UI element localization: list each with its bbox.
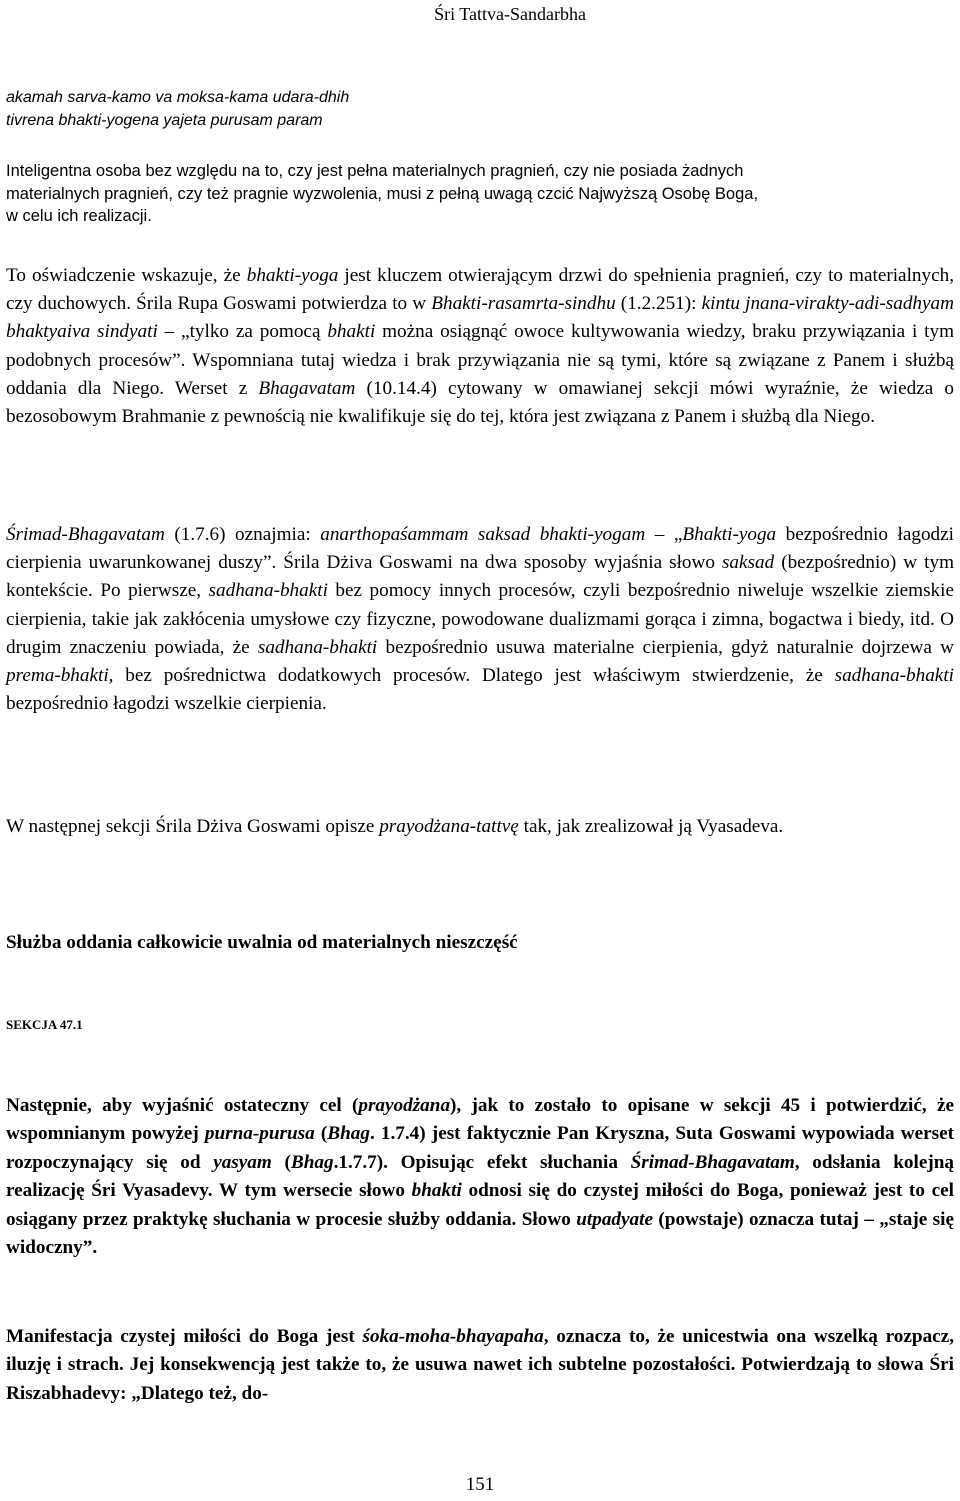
text-run: bezpośrednio łagodzi wszelkie cierpienia. [6,693,327,715]
italic-term: Bhakti-rasamrta-sindhu [431,293,616,315]
italic-term: saksad [721,552,775,574]
italic-term: Bhakti-yoga [682,524,777,545]
text-run: bezpośrednio usuwa materialne cierpienia, gdyż naturalnie dojrzewa w [377,636,955,658]
italic-term: yasyam [213,1151,272,1173]
italic-term: śoka-moha-bhayapaha [362,1326,544,1347]
italic-term: Bhag [290,1151,334,1173]
translation-line: materialnych pragnień, czy też pragnie wyzwolenia, musi z pełną uwagą czcić Najwyższą Osobę Boga, [6,184,759,203]
text-run: , oznacza to, że unicestwia ona wszelką rozpacz, iluzję i strach. Jej konsekwencją jest także to, że usuwa nawet ich subtelne pozostałości. Potwierdzają to słowa Śri Riszabhadevy: „Dlatego też, do- [6,1326,954,1404]
italic-term: prayodżana [358,1095,451,1116]
verse-translation [6,160,954,228]
translation-line: w celu ich realizacji. [6,207,152,225]
text-run: bez pomocy innych procesów, czyli bezpośrednio niweluje wszelkie ziemskie cierpienia, takie jak zakłócenia umysłowe czy fizyczne, powodowane dualizmami gorąca i zimna, bogactwa i biedy, itd. O drugim znaczeniu powiada, że [6,580,954,658]
text-run: bezpośrednio łagodzi cierpienia uwarunkowanej duszy”. Śrila Dżiva Goswami na dwa sposoby wyjaśnia słowo [6,524,954,574]
translation-line: Inteligentna osoba bez względu na to, czy jest pełna materialnych pragnień, czy nie posiada żadnych [6,162,744,180]
italic-term: sadhana-bhakti [208,580,328,602]
text-run: W następnej sekcji Śrila Dżiva Goswami opisze [6,816,380,837]
commentary-paragraph-3 [6,813,954,841]
text-run: (10.14.4) cytowany w omawianej sekcji mówi wyraźnie, że wiedza o bezosobowym Brahmanie z pewnością nie kwalifikuje się do tej, która jest związana z Panem i służbą dla Niego. [6,377,954,428]
italic-term: Bhag [327,1123,370,1145]
italic-term: bhakti [327,321,376,343]
text-run: odnosi się do czystej miłości do Boga, ponieważ jest to cel osiągany przez praktykę słuchania w procesie służby oddania. Słowo [6,1180,954,1230]
italic-term: Śrimad-Bhagavatam [6,524,165,545]
italic-term: Śrimad-Bhagavatam [630,1151,795,1173]
commentary-paragraph-2 [6,521,954,718]
text-run: To oświadczenie wskazuje, że [6,265,247,286]
text-run: .1.7.7). Opisując efekt słuchania [333,1151,631,1173]
running-header: Śri Tattva-Sandarbha [434,4,586,24]
italic-term: prayodżana-tattvę [379,816,519,837]
italic-term: bhakti-yoga [246,265,339,286]
text-run: ( [314,1123,328,1145]
page-number: 151 [465,1474,495,1495]
italic-term: bhakti [411,1180,462,1202]
italic-term: prema-bhakti, [6,665,114,687]
text-run: ), jak to zostało to opisane w sekcji 45 i potwierdzić, że wspomnianym powyżej [6,1095,954,1145]
text-run: – „ [645,524,683,545]
text-run: jest kluczem otwierającym drzwi do spełnienia pragnień, czy to materialnych, czy duchowych. Śrila Rupa Goswami potwierdza to w [6,265,954,315]
text-run: (powstaje) oznacza tutaj – „staje się widoczny”. [6,1208,954,1259]
text-run: ( [271,1151,291,1173]
text-run: Manifestacja czystej miłości do Boga jest [6,1326,363,1347]
section-paragraph-2 [6,1323,954,1408]
text-run: bez pośrednictwa dodatkowych procesów. Dlatego jest właściwym stwierdzenie, że [113,665,835,687]
text-run: (1.7.6) oznajmia: [164,524,321,545]
section-heading: Służba oddania całkowicie uwalnia od materialnych nieszczęść [6,932,518,953]
italic-term: kintu jnana-virakty-adi-sadhyam bhaktyaiva sindyati [6,293,954,343]
text-run: tak, jak zrealizował ją Vyasadeva. [518,816,784,837]
text-run: . 1.7.4) jest faktycznie Pan Kryszna, Suta Goswami wypowiada werset rozpoczynający się od [6,1123,954,1173]
italic-term: purna-purusa [204,1123,315,1145]
text-run: (bezpośrednio) w tym kontekście. Po pierwsze, [6,552,954,602]
text-run: (1.2.251): [615,293,702,315]
italic-term: utpadyate [576,1208,653,1230]
italic-term: Bhagavatam [258,377,356,399]
italic-term: sadhana-bhakti [257,636,378,658]
sanskrit-verse [6,86,954,132]
section-label: SEKCJA 47.1 [6,1017,83,1032]
text-run: Następnie, aby wyjaśnić ostateczny cel ( [6,1095,359,1116]
section-paragraph-1 [6,1092,954,1262]
text-run: – „tylko za pomocą [157,321,328,343]
text-run: można osiągnąć owoce kultywowania wiedzy, braku przywiązania i tym podobnych procesów”. Wspomniana tutaj wiedza i brak przywiązania nie są tymi, które są związane z Panem i służbą oddania dla Niego. Werset z [6,321,954,399]
text-run: , odsłania kolejną realizację Śri Vyasadevy. W tym wersecie słowo [6,1151,954,1202]
italic-term: anarthopaśammam saksad bhakti-yogam [320,524,646,545]
commentary-paragraph-1 [6,262,954,431]
verse-line: akamah sarva-kamo va moksa-kama udara-dhih [6,89,350,106]
italic-term: sadhana-bhakti [834,665,954,687]
verse-line: tivrena bhakti-yogena yajeta purusam param [6,112,323,129]
